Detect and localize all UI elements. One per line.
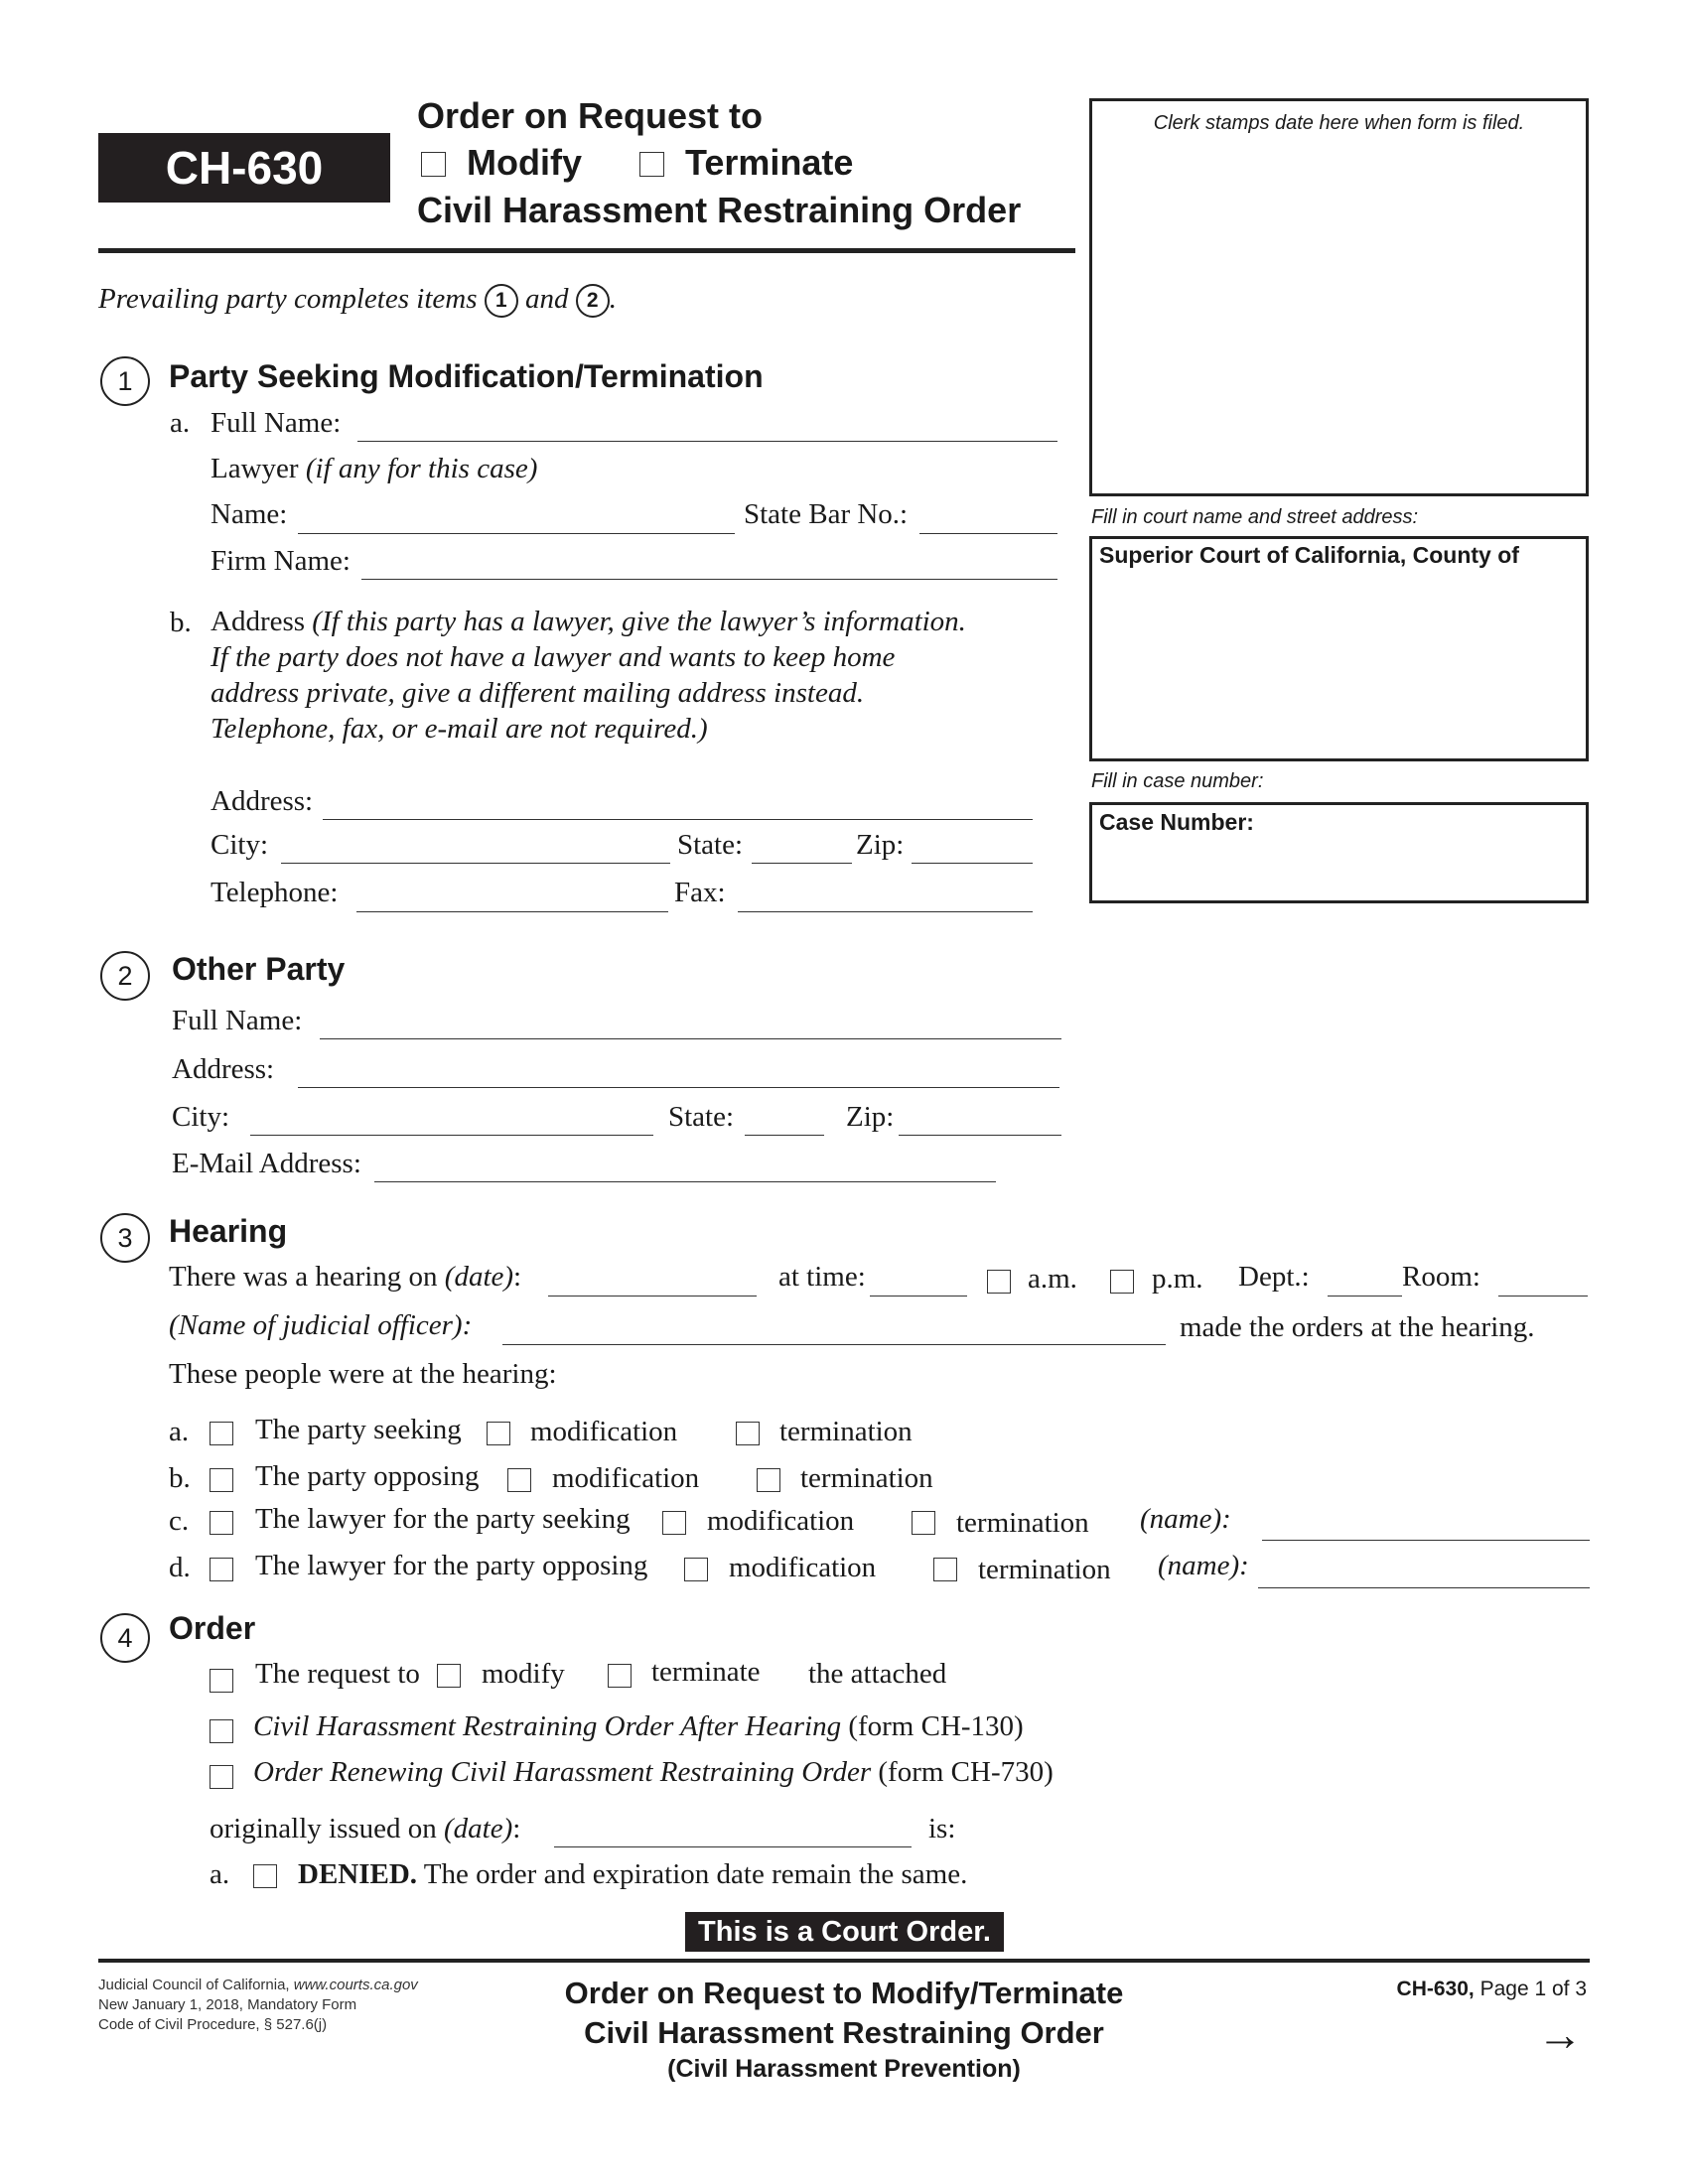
s1-address-note-2: If the party does not have a lawyer and wants to keep home xyxy=(211,641,896,673)
s1-telephone-label: Telephone: xyxy=(211,877,339,908)
s3-row-d-letter: d. xyxy=(169,1552,191,1583)
s3-pm-label: p.m. xyxy=(1152,1263,1203,1295)
s2-email-label: E-Mail Address: xyxy=(172,1148,361,1179)
s1-lawyer-note: (if any for this case) xyxy=(305,453,538,484)
s4-issued-label xyxy=(210,1813,520,1845)
s3-row-b-modification-label: modification xyxy=(552,1462,700,1494)
s2-full-name-label: Full Name: xyxy=(172,1005,303,1036)
s3-row-d-modification-label: modification xyxy=(729,1552,877,1583)
s1-lawyer-label xyxy=(211,453,537,485)
s3-time-field[interactable] xyxy=(870,1296,967,1297)
section-2-number: 2 xyxy=(100,951,150,1001)
s4-denied-line xyxy=(298,1858,967,1891)
title-modify-label: Modify xyxy=(467,142,582,183)
s1-address-field[interactable] xyxy=(323,819,1033,820)
s1-state-field[interactable] xyxy=(752,863,852,864)
s2-city-field[interactable] xyxy=(250,1135,653,1136)
s3-people-label: These people were at the hearing: xyxy=(169,1358,557,1390)
s3-row-c-termination-label: termination xyxy=(956,1507,1089,1539)
s3-row-c-who: The lawyer for the party seeking xyxy=(255,1503,631,1535)
intro-prefix: Prevailing party completes items xyxy=(98,283,478,315)
s3-date-colon: : xyxy=(513,1261,522,1293)
s2-city-label: City: xyxy=(172,1101,230,1133)
footer-council: Judicial Council of California, xyxy=(98,1977,290,1993)
s3-row-c-modification-label: modification xyxy=(707,1505,855,1537)
s3-room-field[interactable] xyxy=(1498,1296,1588,1297)
s3-row-b-modification-checkbox[interactable] xyxy=(507,1468,531,1492)
s3-row-d-name-field[interactable] xyxy=(1258,1587,1590,1588)
s4-issued-date-label: (date) xyxy=(444,1813,513,1844)
s4-modify-label: modify xyxy=(482,1658,565,1690)
footer-page-number: Page 1 of 3 xyxy=(1479,1978,1587,2000)
s4-form-ch730-checkbox[interactable] xyxy=(210,1765,233,1789)
intro-item-1: 1 xyxy=(485,284,518,318)
s1-zip-field[interactable] xyxy=(912,863,1033,864)
section-4-number: 4 xyxy=(100,1613,150,1663)
s3-row-d-who: The lawyer for the party opposing xyxy=(255,1550,648,1581)
s4-denied-label: DENIED. xyxy=(298,1858,418,1890)
s1-city-label: City: xyxy=(211,829,269,861)
s3-row-a-who: The party seeking xyxy=(255,1414,462,1445)
next-page-arrow-icon[interactable]: → xyxy=(1537,2008,1583,2060)
s3-hearing-line xyxy=(169,1261,521,1294)
s3-row-c-checkbox[interactable] xyxy=(210,1511,233,1535)
s1-city-field[interactable] xyxy=(281,863,670,864)
case-number-label: Case Number: xyxy=(1099,809,1254,835)
s3-row-a-termination-checkbox[interactable] xyxy=(736,1422,760,1445)
s3-row-d-termination-label: termination xyxy=(978,1554,1111,1585)
clerk-stamp-box xyxy=(1089,98,1589,496)
s3-am-checkbox[interactable] xyxy=(987,1270,1011,1294)
s3-row-c-termination-checkbox[interactable] xyxy=(912,1511,935,1535)
s1-state-bar-label: State Bar No.: xyxy=(744,498,909,530)
s4-form-ch130-checkbox[interactable] xyxy=(210,1719,233,1743)
s3-row-c-modification-checkbox[interactable] xyxy=(662,1511,686,1535)
s3-row-c-name-field[interactable] xyxy=(1262,1540,1590,1541)
s3-hearing-prefix: There was a hearing on xyxy=(169,1261,438,1293)
s1-lawyer-name-field[interactable] xyxy=(298,533,735,534)
case-number-caption: Fill in case number: xyxy=(1091,770,1264,792)
s4-request-label: The request to xyxy=(255,1658,420,1690)
s3-pm-checkbox[interactable] xyxy=(1110,1270,1134,1294)
s4-is-label: is: xyxy=(928,1813,956,1844)
s1-lawyer-text: Lawyer xyxy=(211,453,299,484)
s4-form-ch730-title: Order Renewing Civil Harassment Restraining Order xyxy=(253,1756,872,1788)
s2-email-field[interactable] xyxy=(374,1181,996,1182)
s4-form-ch130-label xyxy=(253,1710,1024,1743)
s3-date-label: (date) xyxy=(444,1261,514,1293)
s4-denied-text: The order and expiration date remain the same. xyxy=(423,1858,968,1890)
s3-row-a-letter: a. xyxy=(169,1416,190,1447)
s1-fax-label: Fax: xyxy=(674,877,726,908)
s1-firm-name-field[interactable] xyxy=(361,579,1057,580)
s3-row-b-letter: b. xyxy=(169,1462,191,1494)
s4-issued-colon: : xyxy=(512,1813,521,1844)
section-1-heading: Party Seeking Modification/Termination xyxy=(169,358,764,394)
s4-issued-prefix: originally issued on xyxy=(210,1813,437,1844)
s4-denied-checkbox[interactable] xyxy=(253,1864,277,1888)
title-terminate-label: Terminate xyxy=(685,142,854,183)
header-rule xyxy=(98,248,1075,253)
s3-row-a-termination-label: termination xyxy=(779,1416,913,1447)
intro-item-2: 2 xyxy=(576,284,610,318)
s3-row-c-letter: c. xyxy=(169,1505,190,1537)
s2-address-field[interactable] xyxy=(298,1087,1059,1088)
footer-code: Code of Civil Procedure, § 527.6(j) xyxy=(98,2016,328,2033)
s3-row-c-name-label: (name): xyxy=(1140,1503,1231,1535)
s2-address-label: Address: xyxy=(172,1053,275,1085)
footer-subtitle: (Civil Harassment Prevention) xyxy=(667,2055,1021,2083)
s2-full-name-field[interactable] xyxy=(320,1038,1061,1039)
s4-form-ch130-code: (form CH-130) xyxy=(848,1710,1024,1742)
s4-the-attached: the attached xyxy=(808,1658,947,1690)
s3-hearing-date-field[interactable] xyxy=(548,1296,757,1297)
s3-am-label: a.m. xyxy=(1028,1263,1077,1295)
s1-a-letter: a. xyxy=(170,407,191,439)
s1-b-letter: b. xyxy=(170,607,192,638)
s3-judicial-officer-label: (Name of judicial officer): xyxy=(169,1309,473,1341)
intro-suffix: . xyxy=(609,283,617,315)
s3-at-time-label: at time: xyxy=(778,1261,866,1293)
s3-row-b-who: The party opposing xyxy=(255,1460,480,1492)
s3-dept-label: Dept.: xyxy=(1238,1261,1310,1293)
section-3-heading: Hearing xyxy=(169,1213,288,1249)
s4-request-checkbox[interactable] xyxy=(210,1669,233,1693)
section-1-number: 1 xyxy=(100,356,150,406)
footer-title xyxy=(496,1974,1192,2085)
s3-row-b-termination-checkbox[interactable] xyxy=(757,1468,780,1492)
s4-a-letter: a. xyxy=(210,1858,230,1890)
s3-made-orders: made the orders at the hearing. xyxy=(1180,1311,1535,1343)
s2-zip-label: Zip: xyxy=(846,1101,895,1133)
s3-room-label: Room: xyxy=(1402,1261,1480,1293)
clerk-stamp-note: Clerk stamps date here when form is filed. xyxy=(1153,112,1525,134)
intro-instruction xyxy=(98,283,617,318)
footer-form-code: CH-630, xyxy=(1396,1978,1475,2000)
s1-firm-name-label: Firm Name: xyxy=(211,545,351,577)
s2-zip-field[interactable] xyxy=(899,1135,1061,1136)
footer-website[interactable]: www.courts.ca.gov xyxy=(293,1977,418,1993)
s4-issued-date-field[interactable] xyxy=(554,1846,912,1847)
s3-row-a-checkbox[interactable] xyxy=(210,1422,233,1445)
s3-row-d-modification-checkbox[interactable] xyxy=(684,1558,708,1581)
section-2-heading: Other Party xyxy=(172,951,346,987)
s1-telephone-field[interactable] xyxy=(356,911,668,912)
s3-row-b-termination-label: termination xyxy=(800,1462,933,1494)
footer-page-info xyxy=(1397,1978,1587,2001)
s4-terminate-checkbox[interactable] xyxy=(608,1664,632,1688)
court-name-text: Superior Court of California, County of xyxy=(1099,542,1519,568)
s1-state-label: State: xyxy=(677,829,744,861)
s3-row-a-modification-label: modification xyxy=(530,1416,678,1447)
s3-judicial-officer-field[interactable] xyxy=(502,1344,1166,1345)
court-name-box[interactable] xyxy=(1089,536,1589,761)
s2-state-field[interactable] xyxy=(745,1135,824,1136)
footer-title-line2: Civil Harassment Restraining Order xyxy=(584,2015,1104,2050)
title-terminate-checkbox[interactable] xyxy=(639,152,664,177)
s1-fax-field[interactable] xyxy=(738,911,1033,912)
s4-form-ch730-code: (form CH-730) xyxy=(878,1756,1054,1788)
s3-row-b-checkbox[interactable] xyxy=(210,1468,233,1492)
section-4-heading: Order xyxy=(169,1610,256,1646)
s4-modify-checkbox[interactable] xyxy=(437,1664,461,1688)
s4-form-ch130-title: Civil Harassment Restraining Order After Hearing xyxy=(253,1710,842,1742)
section-3-number: 3 xyxy=(100,1213,150,1263)
title-modify-checkbox[interactable] xyxy=(421,152,446,177)
s3-row-d-checkbox[interactable] xyxy=(210,1558,233,1581)
s1-address-note-4: Telephone, fax, or e-mail are not required.) xyxy=(211,713,708,745)
footer-effective: New January 1, 2018, Mandatory Form xyxy=(98,1996,357,2013)
s1-full-name-field[interactable] xyxy=(357,441,1057,442)
form-title-line3: Civil Harassment Restraining Order xyxy=(417,190,1022,230)
s1-full-name-label: Full Name: xyxy=(211,407,342,439)
s3-dept-field[interactable] xyxy=(1328,1296,1402,1297)
s3-row-a-modification-checkbox[interactable] xyxy=(487,1422,510,1445)
s1-address-note-3: address private, give a different mailing address instead. xyxy=(211,677,865,709)
s1-zip-label: Zip: xyxy=(856,829,905,861)
s3-row-d-termination-checkbox[interactable] xyxy=(933,1558,957,1581)
s2-state-label: State: xyxy=(668,1101,735,1133)
intro-and: and xyxy=(524,283,569,315)
footer-title-line1: Order on Request to Modify/Terminate xyxy=(564,1976,1124,2010)
court-name-caption: Fill in court name and street address: xyxy=(1091,506,1419,528)
s1-lawyer-name-label: Name: xyxy=(211,498,288,530)
s4-terminate-label: terminate xyxy=(651,1656,761,1688)
s1-address-label-2: Address: xyxy=(211,785,314,817)
s1-address-note-1: (If this party has a lawyer, give the lawyer’s information. xyxy=(312,606,966,637)
s1-address-label: Address xyxy=(211,606,306,637)
footer-rule xyxy=(98,1959,1590,1963)
form-title-line1: Order on Request to xyxy=(417,95,764,136)
footer-left xyxy=(98,1976,418,2035)
court-order-banner: This is a Court Order. xyxy=(685,1912,1004,1952)
s3-row-d-name-label: (name): xyxy=(1158,1550,1249,1581)
s4-form-ch730-label xyxy=(253,1756,1054,1789)
s1-address-instructions xyxy=(211,604,966,747)
form-code-badge: CH-630 xyxy=(98,133,390,203)
s1-state-bar-field[interactable] xyxy=(919,533,1057,534)
